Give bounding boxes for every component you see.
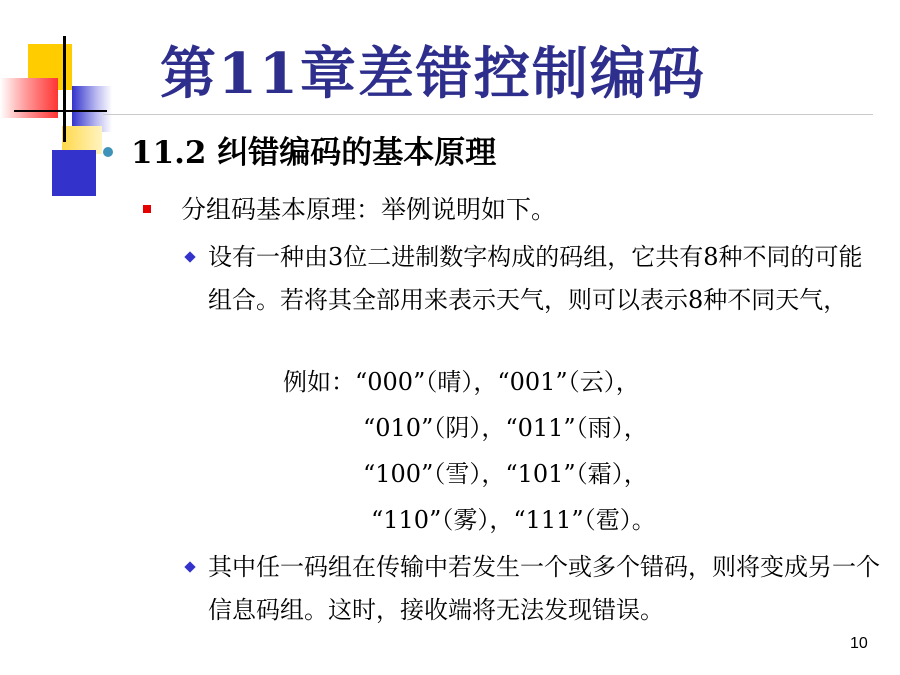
decor-vertical-line	[63, 36, 66, 142]
subheading-text: 分组码基本原理：举例说明如下。	[181, 195, 557, 224]
decor-horizontal-line	[14, 110, 107, 112]
example-line: “110”（雾），“111”（雹）。	[371, 506, 656, 534]
decor-blue-square	[52, 150, 96, 196]
bullet-diamond-icon	[184, 251, 195, 262]
section-heading	[103, 132, 496, 174]
bullet-item-text: 设有一种由3位二进制数字构成的码组，它共有8种不同的可能组合。若将其全部用来表示天气，则可以表示8种不同天气，	[208, 243, 863, 314]
bullet-item	[186, 236, 886, 322]
bullet-square-icon	[143, 205, 151, 213]
section-heading-text: 11.2 纠错编码的基本原理	[131, 135, 497, 171]
bullet-diamond-icon	[184, 561, 195, 572]
bullet-dot-icon	[103, 147, 113, 157]
bullet-item	[186, 546, 886, 632]
subheading	[143, 192, 556, 228]
decor-red-gradient	[0, 78, 58, 118]
example-line: “010”（阴），“011”（雨），	[363, 414, 648, 442]
slide-title: 第11章差错控制编码	[160, 41, 706, 107]
example-line: 例如：“000”（晴），“001”（云），	[283, 368, 640, 396]
example-line: “100”（雪），“101”（霜），	[363, 460, 648, 488]
bullet-item-text: 其中任一码组在传输中若发生一个或多个错码，则将变成另一个信息码组。这时，接收端将无法发现错误。	[208, 553, 880, 624]
page-number: 10	[850, 635, 868, 652]
title-underline	[103, 114, 873, 115]
